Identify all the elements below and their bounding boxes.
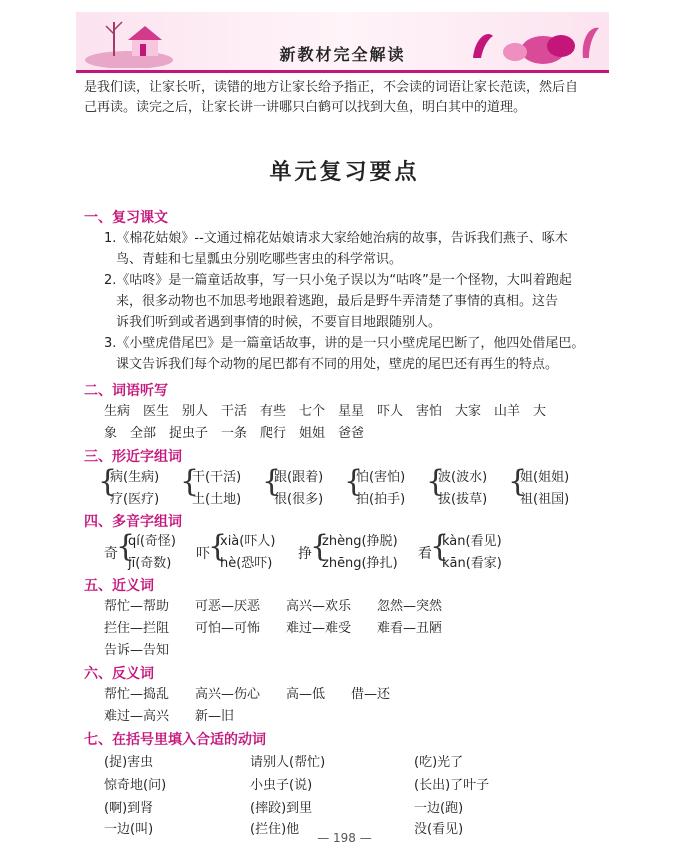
group-top: xià(吓人): [220, 534, 276, 549]
section-text-line: 3.《小壁虎借尾巴》是一篇童话故事，讲的是一只小壁虎尾巴断了，他四处借尾巴。: [104, 336, 585, 351]
page-title: 单元复习要点: [269, 160, 420, 185]
group-top: 干(干活): [192, 470, 242, 485]
group-bottom: 拔(拔草): [438, 492, 488, 507]
group-bottom: zhēng(挣扎): [322, 556, 398, 571]
group-bottom: 很(很多): [274, 492, 324, 507]
fill-item: 小虫子(说): [250, 778, 313, 793]
section-text-line: 诉我们听到或者遇到事情的时候，不要盲目地跟随别人。: [116, 315, 442, 330]
section-text-line: 1.《棉花姑娘》--文通过棉花姑娘请求大家给她治病的故事，告诉我们燕子、啄木: [104, 231, 568, 246]
polyphonic-char: 奇: [104, 546, 118, 562]
group-top: zhèng(挣脱): [322, 534, 398, 549]
header-title: 新教材完全解读: [279, 45, 406, 64]
group-top: 怕(害怕): [356, 470, 406, 485]
section-text-line: 2.《咕咚》是一篇童话故事，写一只小兔子误以为“咕咚”是一个怪物，大叫着跑起: [104, 273, 572, 288]
section-heading-similar-characters: 三、形近字组词: [84, 449, 182, 465]
section-text-line: 课文告诉我们每个动物的尾巴都有不同的用处，壁虎的尾巴还有再生的特点。: [116, 357, 559, 372]
fill-item: (啊)到肾: [104, 801, 154, 816]
section-heading-antonyms: 六、反义词: [84, 666, 154, 682]
polyphonic-char: 看: [418, 546, 432, 562]
group-top: 波(波水): [438, 470, 488, 485]
group-bottom: 疗(医疗): [110, 492, 160, 507]
section-heading-synonyms: 五、近义词: [84, 578, 154, 594]
group-top: 病(生病): [110, 470, 160, 485]
header-banner: [76, 12, 609, 73]
fill-item: (拦住)他: [250, 822, 300, 837]
fill-item: 惊奇地(问): [104, 778, 167, 793]
group-bottom: kān(看家): [442, 556, 502, 571]
synonym-line: 拦住—拦阻 可怕—可怖 难过—难受 难看—丑陋: [104, 621, 443, 636]
section-heading-dictation: 二、词语听写: [84, 383, 168, 399]
intro-line-2: 己再读。读完之后，让家长讲一讲哪只白鹤可以找到大鱼，明白其中的道理。: [84, 100, 527, 115]
group-bottom: jī(奇数): [128, 556, 172, 571]
fill-item: (长出)了叶子: [414, 778, 490, 793]
antonym-line: 难过—高兴 新—旧: [104, 709, 235, 724]
synonym-line: 帮忙—帮助 可恶—厌恶 高兴—欢乐 忽然—突然: [104, 599, 443, 614]
section-text-line: 鸟、青蛙和七星瓢虫分别吃哪些害虫的科学常识。: [116, 252, 403, 267]
fill-item: (捉)害虫: [104, 755, 154, 770]
dictation-line: 象 全部 捉虫子 一条 爬行 姐姐 爸爸: [104, 426, 365, 441]
page-number: — 198 —: [317, 831, 372, 845]
polyphonic-char: 吓: [196, 546, 210, 562]
section-heading-fill-verbs: 七、在括号里填入合适的动词: [84, 732, 266, 748]
group-bottom: 土(土地): [192, 492, 242, 507]
section-heading-review-texts: 一、复习课文: [84, 210, 168, 226]
fill-item: 请别人(帮忙): [250, 755, 326, 770]
group-bottom: 拍(拍手): [356, 492, 406, 507]
section-heading-polyphonic: 四、多音字组词: [84, 514, 182, 530]
group-top: kàn(看见): [442, 534, 502, 549]
dictation-line: 生病 医生 别人 干活 有些 七个 星星 吓人 害怕 大家 山羊 大: [104, 404, 547, 419]
fill-item: (摔跤)到里: [250, 801, 313, 816]
polyphonic-char: 挣: [298, 546, 312, 562]
group-top: qí(奇怪): [128, 534, 177, 549]
fill-item: 一边(跑): [414, 801, 464, 816]
group-top: 姐(姐姐): [520, 470, 570, 485]
group-top: 跟(跟着): [274, 470, 324, 485]
group-bottom: hè(恐吓): [220, 556, 273, 571]
intro-line-1: 是我们读，让家长听，读错的地方让家长给予指正，不会读的词语让家长范读，然后自: [84, 80, 579, 95]
fill-item: 没(看见): [414, 822, 464, 837]
synonym-line: 告诉—告知: [104, 643, 170, 658]
section-text-line: 来，很多动物也不加思考地跟着逃跑，最后是野牛弄清楚了事情的真相。这告: [116, 294, 559, 309]
group-bottom: 祖(祖国): [520, 492, 570, 507]
fill-item: 一边(叫): [104, 822, 154, 837]
antonym-line: 帮忙—捣乱 高兴—伤心 高—低 借—还: [104, 687, 391, 702]
fill-item: (吃)光了: [414, 755, 464, 770]
